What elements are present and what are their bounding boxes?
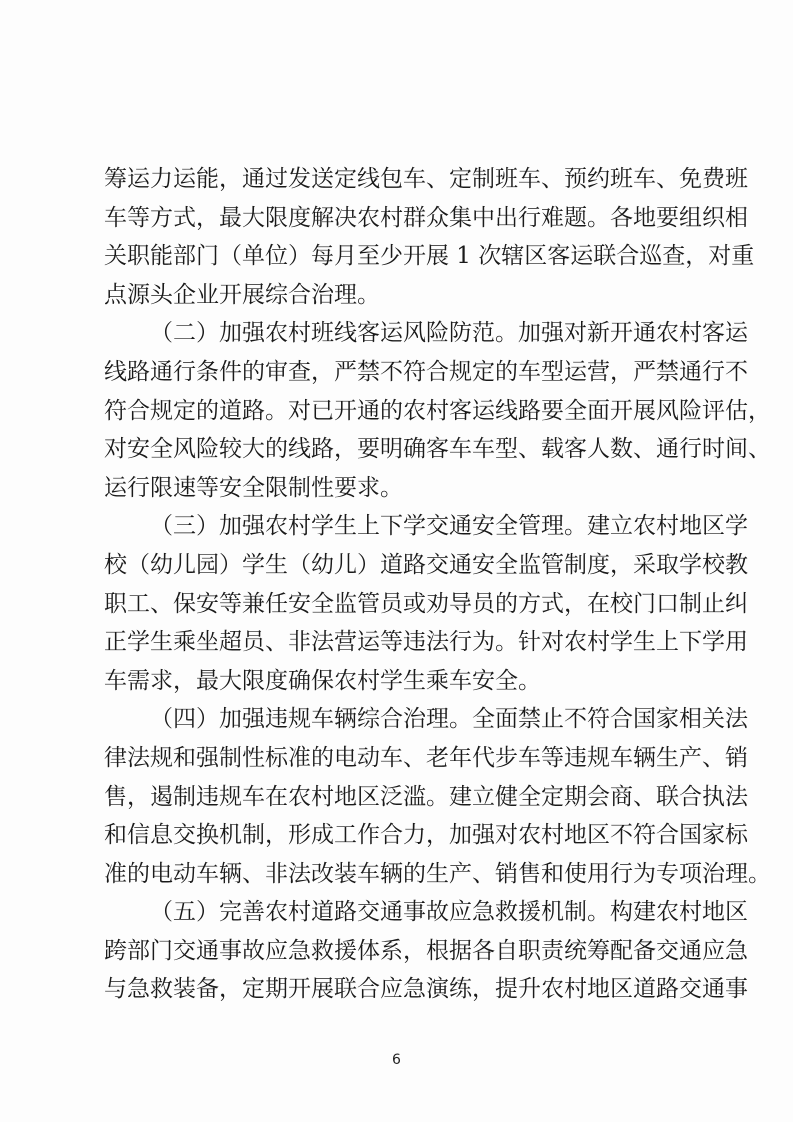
text-line: 对安全风险较大的线路，要明确客车车型、载客人数、通行时间、 xyxy=(104,436,771,463)
text-line: 符合规定的道路。对已开通的农村客运线路要全面开展风险评估， xyxy=(104,397,771,424)
paragraph-p2 xyxy=(104,314,771,507)
paragraph-p5 xyxy=(104,893,748,1009)
paragraph-p1 xyxy=(104,160,755,314)
text-line: （二）加强农村班线客运风险防范。加强对新开通农村客运 xyxy=(150,320,748,347)
text-line: 准的电动车辆、非法改装车辆的生产、销售和使用行为专项治理。 xyxy=(104,860,771,887)
paragraph-p3 xyxy=(104,507,748,700)
text-line: 线路通行条件的审查，严禁不符合规定的车型运营，严禁通行不 xyxy=(104,358,748,385)
text-line: 正学生乘坐超员、非法营运等违法行为。针对农村学生上下学用 xyxy=(104,629,748,656)
text-line: 校（幼儿园）学生（幼儿）道路交通安全监管制度，采取学校教 xyxy=(104,551,748,578)
text-line: 关职能部门（单位）每月至少开展 1 次辖区客运联合巡查，对重 xyxy=(104,243,755,270)
text-line: 和信息交换机制，形成工作合力，加强对农村地区不符合国家标 xyxy=(104,822,748,849)
text-line: （四）加强违规车辆综合治理。全面禁止不符合国家相关法 xyxy=(150,706,748,733)
text-line: 点源头企业开展综合治理。 xyxy=(104,281,380,308)
page-number: 6 xyxy=(392,1052,401,1068)
text-line: 律法规和强制性标准的电动车、老年代步车等违规车辆生产、销 xyxy=(104,744,748,771)
text-line: 售，遏制违规车在农村地区泛滥。建立健全定期会商、联合执法 xyxy=(104,783,748,810)
text-line: 车需求，最大限度确保农村学生乘车安全。 xyxy=(104,667,541,694)
text-line: （五）完善农村道路交通事故应急救援机制。构建农村地区 xyxy=(150,899,748,926)
paragraph-p4 xyxy=(104,700,771,893)
text-line: 运行限速等安全限制性要求。 xyxy=(104,474,403,501)
text-line: 车等方式，最大限度解决农村群众集中出行难题。各地要组织相 xyxy=(104,204,748,231)
text-line: 跨部门交通事故应急救援体系，根据各自职责统筹配备交通应急 xyxy=(104,937,748,964)
text-line: 筹运力运能，通过发送定线包车、定制班车、预约班车、免费班 xyxy=(104,166,748,192)
text-line: 职工、保安等兼任安全监管员或劝导员的方式，在校门口制止纠 xyxy=(104,590,748,617)
text-line: （三）加强农村学生上下学交通安全管理。建立农村地区学 xyxy=(150,513,748,540)
document-body xyxy=(104,160,771,1009)
text-line: 与急救装备，定期开展联合应急演练，提升农村地区道路交通事 xyxy=(104,976,748,1003)
